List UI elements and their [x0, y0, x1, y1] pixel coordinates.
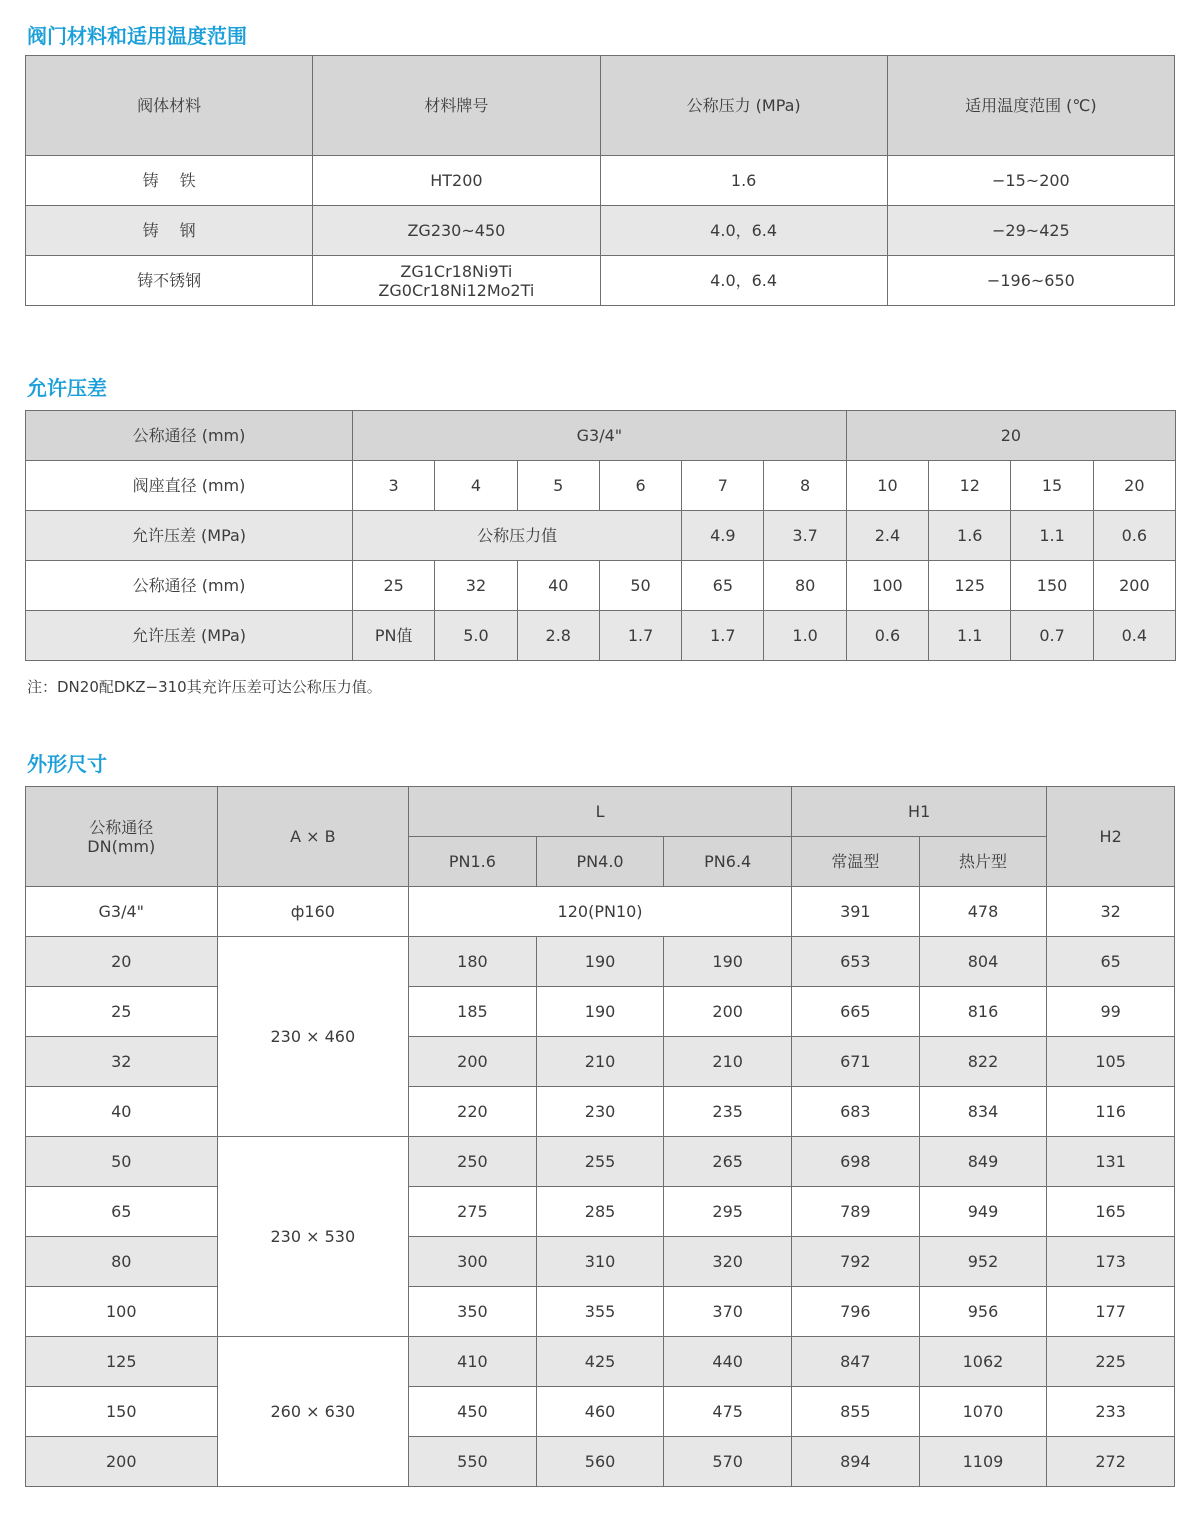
- table-row: [26, 1037, 1175, 1087]
- l1-cell: 180: [409, 937, 537, 987]
- table-row: [26, 511, 1176, 561]
- value-cell: 7: [682, 461, 764, 511]
- pressure-section-title: 允许压差: [27, 376, 107, 400]
- pressure-cell: 1.6: [600, 156, 887, 206]
- l2-cell: 230: [536, 1087, 664, 1137]
- materials-table: [25, 55, 1175, 306]
- grade-line: ZG1Cr18Ni9Ti: [400, 261, 513, 281]
- pressure-cell: 4.0，6.4: [600, 256, 887, 306]
- header-ab: A × B: [217, 787, 409, 887]
- header-dn: [26, 787, 218, 887]
- group-header-g34: G3/4": [353, 411, 847, 461]
- value-cell: 1.7: [599, 611, 681, 661]
- l3-cell: 570: [664, 1437, 792, 1487]
- value-cell: 32: [435, 561, 517, 611]
- dn-cell: 50: [26, 1137, 218, 1187]
- l2-cell: 190: [536, 987, 664, 1037]
- h2-cell: 173: [1047, 1237, 1175, 1287]
- table-row: [26, 461, 1176, 511]
- dn-cell: 200: [26, 1437, 218, 1487]
- l3-cell: 295: [664, 1187, 792, 1237]
- value-cell: 6: [599, 461, 681, 511]
- l2-cell: 190: [536, 937, 664, 987]
- table-row: [26, 1387, 1175, 1437]
- table-row: [26, 206, 1175, 256]
- l1-cell: 410: [409, 1337, 537, 1387]
- l2-cell: 460: [536, 1387, 664, 1437]
- pressure-note: 注：DN20配DKZ−310其充许压差可达公称压力值。: [27, 678, 382, 696]
- value-cell: 200: [1093, 561, 1175, 611]
- table-row: [26, 256, 1175, 306]
- value-cell: 1.1: [929, 611, 1011, 661]
- pressure-cell: 4.0，6.4: [600, 206, 887, 256]
- ab-group-cell: 260 × 630: [217, 1337, 409, 1487]
- material-cell: 铸 铁: [26, 156, 313, 206]
- h1a-cell: 698: [792, 1137, 920, 1187]
- value-cell: 0.7: [1011, 611, 1093, 661]
- l1-cell: 450: [409, 1387, 537, 1437]
- value-cell: 5.0: [435, 611, 517, 661]
- value-cell: 50: [599, 561, 681, 611]
- h2-cell: 99: [1047, 987, 1175, 1037]
- header-pn40: PN4.0: [536, 837, 664, 887]
- grade-cell: ZG230~450: [313, 206, 600, 256]
- dn-cell: 32: [26, 1037, 218, 1087]
- ab-group-cell: 230 × 460: [217, 937, 409, 1137]
- l2-cell: 310: [536, 1237, 664, 1287]
- row-label: 公称通径 (mm): [26, 561, 353, 611]
- value-cell: 0.4: [1093, 611, 1175, 661]
- value-cell: 2.8: [517, 611, 599, 661]
- header-material-grade: 材料牌号: [313, 56, 600, 156]
- l3-cell: 440: [664, 1337, 792, 1387]
- l1-cell: 275: [409, 1187, 537, 1237]
- table-row: [26, 1337, 1175, 1387]
- dn-cell: 100: [26, 1287, 218, 1337]
- h1b-cell: 816: [919, 987, 1047, 1037]
- value-cell: 4: [435, 461, 517, 511]
- h1b-cell: 1070: [919, 1387, 1047, 1437]
- l3-cell: 320: [664, 1237, 792, 1287]
- h1a-cell: 665: [792, 987, 920, 1037]
- table-row: [26, 1087, 1175, 1137]
- h1b-cell: 949: [919, 1187, 1047, 1237]
- h2-cell: 116: [1047, 1087, 1175, 1137]
- dn-cell: 150: [26, 1387, 218, 1437]
- h1b-cell: 956: [919, 1287, 1047, 1337]
- l3-cell: 475: [664, 1387, 792, 1437]
- pressure-table: [25, 410, 1176, 661]
- temperature-cell: −15~200: [887, 156, 1174, 206]
- dn-cell: 125: [26, 1337, 218, 1387]
- dn-cell: 80: [26, 1237, 218, 1287]
- h1b-cell: 952: [919, 1237, 1047, 1287]
- h2-cell: 32: [1047, 887, 1175, 937]
- row-label: 允许压差 (MPa): [26, 511, 353, 561]
- header-h1: H1: [792, 787, 1047, 837]
- material-cell: 铸不锈钢: [26, 256, 313, 306]
- merged-value-cell: 公称压力值: [353, 511, 682, 561]
- l3-cell: 200: [664, 987, 792, 1037]
- table-row: [26, 611, 1176, 661]
- table-row: [26, 1237, 1175, 1287]
- row-label: 公称通径 (mm): [26, 411, 353, 461]
- value-cell: 1.0: [764, 611, 846, 661]
- dimensions-section-title: 外形尺寸: [27, 752, 107, 776]
- h2-cell: 65: [1047, 937, 1175, 987]
- value-cell: 2.4: [846, 511, 928, 561]
- table-row: [26, 1187, 1175, 1237]
- value-cell: 65: [682, 561, 764, 611]
- value-cell: PN值: [353, 611, 435, 661]
- value-cell: 1.1: [1011, 511, 1093, 561]
- h2-cell: 272: [1047, 1437, 1175, 1487]
- h1a-cell: 653: [792, 937, 920, 987]
- header-h2: H2: [1047, 787, 1175, 887]
- l1-cell: 350: [409, 1287, 537, 1337]
- h1b-cell: 804: [919, 937, 1047, 987]
- header-temperature-range: 适用温度范围 (℃): [887, 56, 1174, 156]
- value-cell: 8: [764, 461, 846, 511]
- value-cell: 5: [517, 461, 599, 511]
- l3-cell: 265: [664, 1137, 792, 1187]
- l3-cell: 235: [664, 1087, 792, 1137]
- header-pn16: PN1.6: [409, 837, 537, 887]
- value-cell: 20: [1093, 461, 1175, 511]
- h1b-cell: 478: [919, 887, 1047, 937]
- l2-cell: 285: [536, 1187, 664, 1237]
- h1a-cell: 391: [792, 887, 920, 937]
- grade-line: ZG0Cr18Ni12Mo2Ti: [378, 280, 535, 300]
- l2-cell: 210: [536, 1037, 664, 1087]
- l1-cell: 185: [409, 987, 537, 1037]
- h2-cell: 225: [1047, 1337, 1175, 1387]
- h2-cell: 131: [1047, 1137, 1175, 1187]
- l2-cell: 560: [536, 1437, 664, 1487]
- header-normal-temp: 常温型: [792, 837, 920, 887]
- value-cell: 1.6: [929, 511, 1011, 561]
- table-row: [26, 561, 1176, 611]
- l2-cell: 255: [536, 1137, 664, 1187]
- header-body-material: 阀体材料: [26, 56, 313, 156]
- table-row: [26, 887, 1175, 937]
- h1a-cell: 792: [792, 1237, 920, 1287]
- l1-cell: 220: [409, 1087, 537, 1137]
- header-pn64: PN6.4: [664, 837, 792, 887]
- h1b-cell: 1062: [919, 1337, 1047, 1387]
- h1b-cell: 849: [919, 1137, 1047, 1187]
- table-row: [26, 1437, 1175, 1487]
- value-cell: 15: [1011, 461, 1093, 511]
- header-dn-line: DN(mm): [87, 836, 156, 856]
- dn-cell: 40: [26, 1087, 218, 1137]
- value-cell: 1.7: [682, 611, 764, 661]
- table-row: [26, 1137, 1175, 1187]
- ab-group-cell: 230 × 530: [217, 1137, 409, 1337]
- dn-cell: 65: [26, 1187, 218, 1237]
- value-cell: 0.6: [1093, 511, 1175, 561]
- dimensions-table: [25, 786, 1175, 1487]
- grade-cell: HT200: [313, 156, 600, 206]
- h1b-cell: 822: [919, 1037, 1047, 1087]
- value-cell: 4.9: [682, 511, 764, 561]
- l2-cell: 355: [536, 1287, 664, 1337]
- materials-section-title: 阀门材料和适用温度范围: [27, 24, 247, 48]
- l3-cell: 210: [664, 1037, 792, 1087]
- l2-cell: 425: [536, 1337, 664, 1387]
- h2-cell: 177: [1047, 1287, 1175, 1337]
- table-row: [26, 987, 1175, 1037]
- value-cell: 25: [353, 561, 435, 611]
- h2-cell: 233: [1047, 1387, 1175, 1437]
- grade-cell: [313, 256, 600, 306]
- l1-cell: 250: [409, 1137, 537, 1187]
- dn-cell: 20: [26, 937, 218, 987]
- h1a-cell: 796: [792, 1287, 920, 1337]
- l-merged-cell: 120(PN10): [409, 887, 792, 937]
- table-row: [26, 937, 1175, 987]
- ab-cell: ф160: [217, 887, 409, 937]
- dn-cell: 25: [26, 987, 218, 1037]
- l1-cell: 200: [409, 1037, 537, 1087]
- material-cell: 铸 钢: [26, 206, 313, 256]
- l3-cell: 370: [664, 1287, 792, 1337]
- temperature-cell: −196~650: [887, 256, 1174, 306]
- table-row: [26, 1287, 1175, 1337]
- value-cell: 10: [846, 461, 928, 511]
- h1a-cell: 683: [792, 1087, 920, 1137]
- l3-cell: 190: [664, 937, 792, 987]
- h1a-cell: 894: [792, 1437, 920, 1487]
- h1a-cell: 671: [792, 1037, 920, 1087]
- l1-cell: 300: [409, 1237, 537, 1287]
- value-cell: 12: [929, 461, 1011, 511]
- group-header-20: 20: [846, 411, 1175, 461]
- h2-cell: 165: [1047, 1187, 1175, 1237]
- l1-cell: 550: [409, 1437, 537, 1487]
- header-dn-line: 公称通径: [89, 817, 154, 837]
- header-l: L: [409, 787, 792, 837]
- h2-cell: 105: [1047, 1037, 1175, 1087]
- value-cell: 125: [929, 561, 1011, 611]
- row-label: 允许压差 (MPa): [26, 611, 353, 661]
- value-cell: 3.7: [764, 511, 846, 561]
- value-cell: 150: [1011, 561, 1093, 611]
- h1b-cell: 834: [919, 1087, 1047, 1137]
- value-cell: 100: [846, 561, 928, 611]
- value-cell: 40: [517, 561, 599, 611]
- temperature-cell: −29~425: [887, 206, 1174, 256]
- h1a-cell: 847: [792, 1337, 920, 1387]
- h1a-cell: 855: [792, 1387, 920, 1437]
- value-cell: 80: [764, 561, 846, 611]
- row-label: 阀座直径 (mm): [26, 461, 353, 511]
- h1b-cell: 1109: [919, 1437, 1047, 1487]
- header-heat-fin: 热片型: [919, 837, 1047, 887]
- value-cell: 0.6: [846, 611, 928, 661]
- h1a-cell: 789: [792, 1187, 920, 1237]
- table-row: [26, 156, 1175, 206]
- dn-cell: G3/4": [26, 887, 218, 937]
- value-cell: 3: [353, 461, 435, 511]
- header-nominal-pressure: 公称压力 (MPa): [600, 56, 887, 156]
